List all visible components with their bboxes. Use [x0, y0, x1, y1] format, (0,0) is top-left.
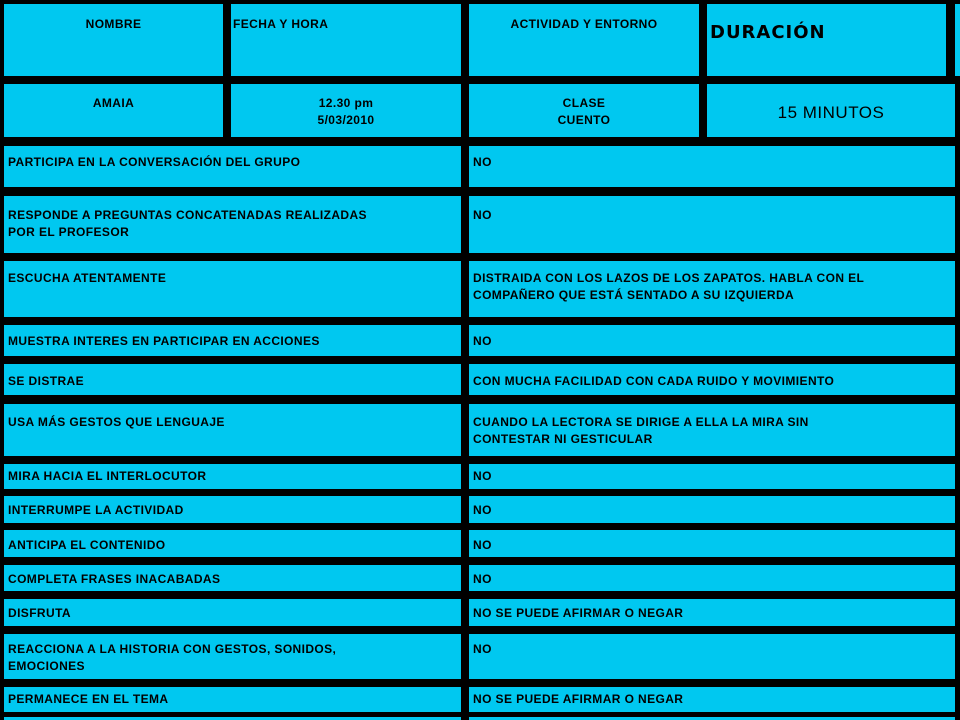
criterion-cell: USA MÁS GESTOS QUE LENGUAJE [4, 404, 461, 456]
header-datetime-cell [231, 4, 461, 76]
header-name-label: NOMBRE [85, 17, 142, 31]
criterion-cell: INTERRUMPE LA ACTIVIDAD [4, 496, 461, 523]
header-duration-cell [707, 4, 946, 76]
criterion-cell: RESPONDE A PREGUNTAS CONCATENADAS REALIZADAS POR EL PROFESOR [4, 196, 461, 253]
session-date: 5/03/2010 [317, 113, 375, 127]
observation-cell: CUANDO LA LECTORA SE DIRIGE A ELLA LA MIRA SIN CONTESTAR NI GESTICULAR [469, 404, 955, 456]
observation-cell: NO SE PUEDE AFIRMAR O NEGAR [469, 687, 955, 712]
criterion-cell: SE DISTRAE [4, 364, 461, 395]
info-activity-cell [469, 84, 699, 137]
header-duration-label: DURACIÓN [710, 22, 826, 43]
header-activity-cell [469, 4, 699, 76]
observation-cell: NO SE PUEDE AFIRMAR O NEGAR [469, 599, 955, 626]
criterion-cell: ANTICIPA EL CONTENIDO [4, 530, 461, 557]
activity-name: CLASE [562, 96, 606, 110]
observation-cell: NO [469, 634, 955, 679]
header-datetime-label: FECHA Y HORA [233, 17, 329, 31]
observation-cell: NO [469, 196, 955, 253]
observation-cell: NO [469, 325, 955, 356]
criterion-cell: ESCUCHA ATENTAMENTE [4, 261, 461, 317]
info-duration-cell [707, 84, 955, 137]
observation-cell: DISTRAIDA CON LOS LAZOS DE LOS ZAPATOS. HABLA CON EL COMPAÑERO QUE ESTÁ SENTADO A SU IZQUIERDA [469, 261, 955, 317]
criterion-cell: PERMANECE EN EL TEMA [4, 687, 461, 712]
info-datetime-cell [231, 84, 461, 137]
criterion-cell: PARTICIPA EN LA CONVERSACIÓN DEL GRUPO [4, 146, 461, 187]
info-name-cell [4, 84, 223, 137]
observation-cell: NO [469, 565, 955, 591]
student-name: AMAIA [92, 96, 135, 110]
header-name-cell [4, 4, 223, 76]
observation-cell: NO [469, 530, 955, 557]
criterion-cell: COMPLETA FRASES INACABADAS [4, 565, 461, 591]
criterion-cell: REACCIONA A LA HISTORIA CON GESTOS, SONIDOS, EMOCIONES [4, 634, 461, 679]
duration-value: 15 MINUTOS [777, 103, 885, 122]
session-time: 12.30 pm [318, 96, 374, 110]
observation-cell: CON MUCHA FACILIDAD CON CADA RUIDO Y MOVIMIENTO [469, 364, 955, 395]
criterion-cell: MUESTRA INTERES EN PARTICIPAR EN ACCIONES [4, 325, 461, 356]
observation-cell: NO [469, 146, 955, 187]
observation-cell: NO [469, 464, 955, 489]
header-activity-label: ACTIVIDAD Y ENTORNO [510, 17, 658, 31]
header-extra-cell [955, 4, 960, 76]
environment-name: CUENTO [557, 113, 611, 127]
observation-cell: NO [469, 496, 955, 523]
criterion-cell: MIRA HACIA EL INTERLOCUTOR [4, 464, 461, 489]
criterion-cell: DISFRUTA [4, 599, 461, 626]
